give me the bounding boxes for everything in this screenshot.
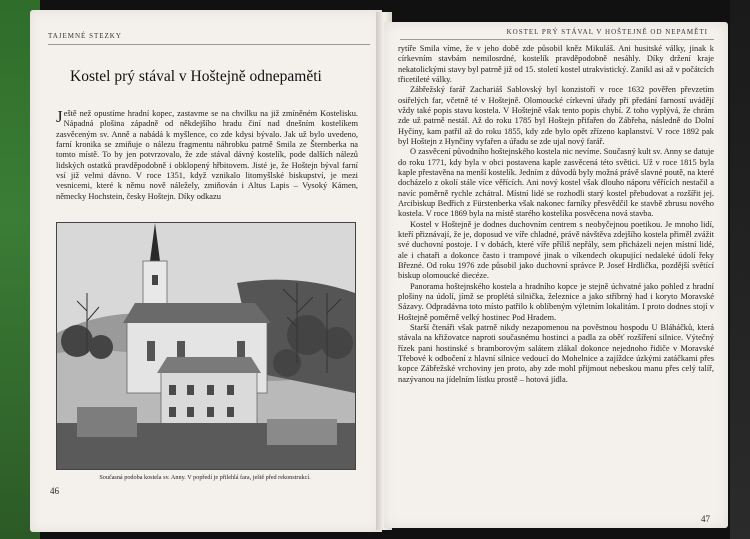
paragraph: rytíře Smila víme, že v jeho době zde působil kněz Mikuláš. Ani husitské války, jinak k církevním stavbám nemilosrdné, kostelík pravděpodobně nesáhly. Díky držení kraje nekatolickými stavy byl patrně již od 15. století kostel utrakvistický. Zanikl asi až v počátcích třicetileté války. [398, 44, 714, 84]
running-head-left: TAJEMNÉ STEZKY [48, 32, 122, 40]
paragraph: Starší čtenáři však patrně nikdy nezapomenou na pověstnou hospodu U Bláháčků, která stávala na křižovatce naproti současnému hostinci a padla za oběť rozšíření silnice. Výtečný řízek pani hostinské s bramborovým salátem zlákal dokonce nejednoho řidiče v Moravské Třebové k odbočení z hlavní silnice vedoucí do Mohelnice a zajíždce úzkými zatáčkami přes kopce Zábřežské vrchoviny jen proto, aby zde mohl přijmout nebeskou manu přes celý talíř, nazývanou na jídelním lístku prostě – hotová jídla. [398, 322, 714, 384]
header-rule [48, 44, 370, 45]
paragraph: Panorama hoštejnského kostela a hradního kopce je stejně úchvatné jako pohled z hradní plošiny na údolí, jímž se proplétá silnička, železnice a jako stříbrný had i koryto Moravské Sázavy. Odpradávna toto místo patřilo k oblíbeným výletním lokalitám. I proto dodnes stojí v Hoštejně poměrně velký hostinec Pod Hradem. [398, 281, 714, 322]
left-page [30, 10, 382, 532]
body-text-left [56, 109, 358, 202]
body-text-right [398, 44, 714, 385]
drop-cap: J [56, 107, 63, 126]
church-photo [56, 222, 356, 470]
book-cover-edge-right [730, 0, 750, 539]
header-rule [400, 39, 714, 40]
paragraph: Kostel v Hoštejně je dodnes duchovním centrem s neobyčejnou poetikou. Je mnoho lidí, kteří přiznávají, že je, doposud ve víře chladné, právě návštěva zdejšího kostela přiměl zvážit své duchovní postoje. I v dobách, které víře příliš nepřály, sem přicházeli nejen místní lidé, ale i chataři a dokonce často i trampové jinak o víkendech okupující nedaleké údolí řeky Březné. Od roku 1976 zde působil jako duchovní správce P. Josef Hrdlička, pozdější světící biskup olomoucké diecéze. [398, 219, 714, 281]
page-number-right: 47 [701, 514, 710, 524]
page-number-left: 46 [50, 486, 59, 496]
intro-text: eště než opustíme hradní kopec, zastavme se na chvilku na již zmíněném Kostelisku. Nápadná plošina západně od někdejšího hradu činí nad dnešním kostelíkem zasvěceným sv. Anně a nabádá k myšlence, co zde kdysi bývalo. Jak už bylo uvedeno, farní kronika se zmiňuje o nálezu fragmentu náhrobku patrně Smila ze Šternberka na tomto místě. To by jen potvrzovalo, že zde stával dávný kostelík, pode dalších nálezů lidských ostatků pravděpodobně i obklopený hřbitovem. Jisté je, že Hoštejn býval farní vsí již velmi dávno. V roce 1351, když vznikalo litomyšlské biskupství, je mezi vesnicemi, které k němu nově náležely, zmiňován i Altus Lapis – Vysoký Kámen, německy Hochstein, česky Hoštejn. Díky odkazu [56, 109, 358, 201]
paragraph: O zasvěcení původního hoštejnského kostela nic nevíme. Současný kult sv. Anny se datuje do roku 1771, kdy byla v obci postavena kaple zasvěcená této světici. Už v roce 1815 byla kaple přestavěna na menší kostelík. Jedním z důvodů byly možná právě slavné poutě, na které docházelo z okolí stále více věřících. Ani nový kostel však dlouho náporu věřících nestačil a navíc poměrně rychle zchátral. Místní lidé se rozhodli starý kostel přebudovat a rozšířit jej. Arcibiskup Bedřich z Fürstenberka však nakonec farníky přesvědčil ke stavbě zbrusu nového kostela. V roce 1869 byla na místě starého kostelíka posvěcena nová stavba. [398, 147, 714, 219]
paragraph: Zábřežský farář Zachariáš Sablovský byl konzistoří v roce 1632 pověřen převzetím osiřelých far, včetně té v Hoštejně. Olomoucké církevní úřady při předání farností uvádějí vždy také popis stavu kostela. V Hoštejně však tento popis chybí. Z toho vyplývá, že chrám zde už patrně nestál. Až do roku 1785 byl Hoštejn přifařen do Zábřeha, následně do Dolní Hyčiny, kam patřil až do roku 1855, kdy zde bylo opět zřízeno kaplanství. V roce 1892 pak byl Hoštejn z Hynčiny vyfařen a úřadu se zde ujal nový farář. [398, 85, 714, 146]
photo-caption: Současná podoba kostela sv. Anny. V popředí je přilehlá fara, ještě před rekonstrukcí. [99, 474, 311, 481]
right-page [384, 22, 728, 528]
running-head-right: KOSTEL PRÝ STÁVAL V HOŠTEJNĚ OD NEPAMĚTI [506, 28, 708, 36]
chapter-title: Kostel prý stával v Hoštejně odnepaměti [70, 68, 322, 85]
